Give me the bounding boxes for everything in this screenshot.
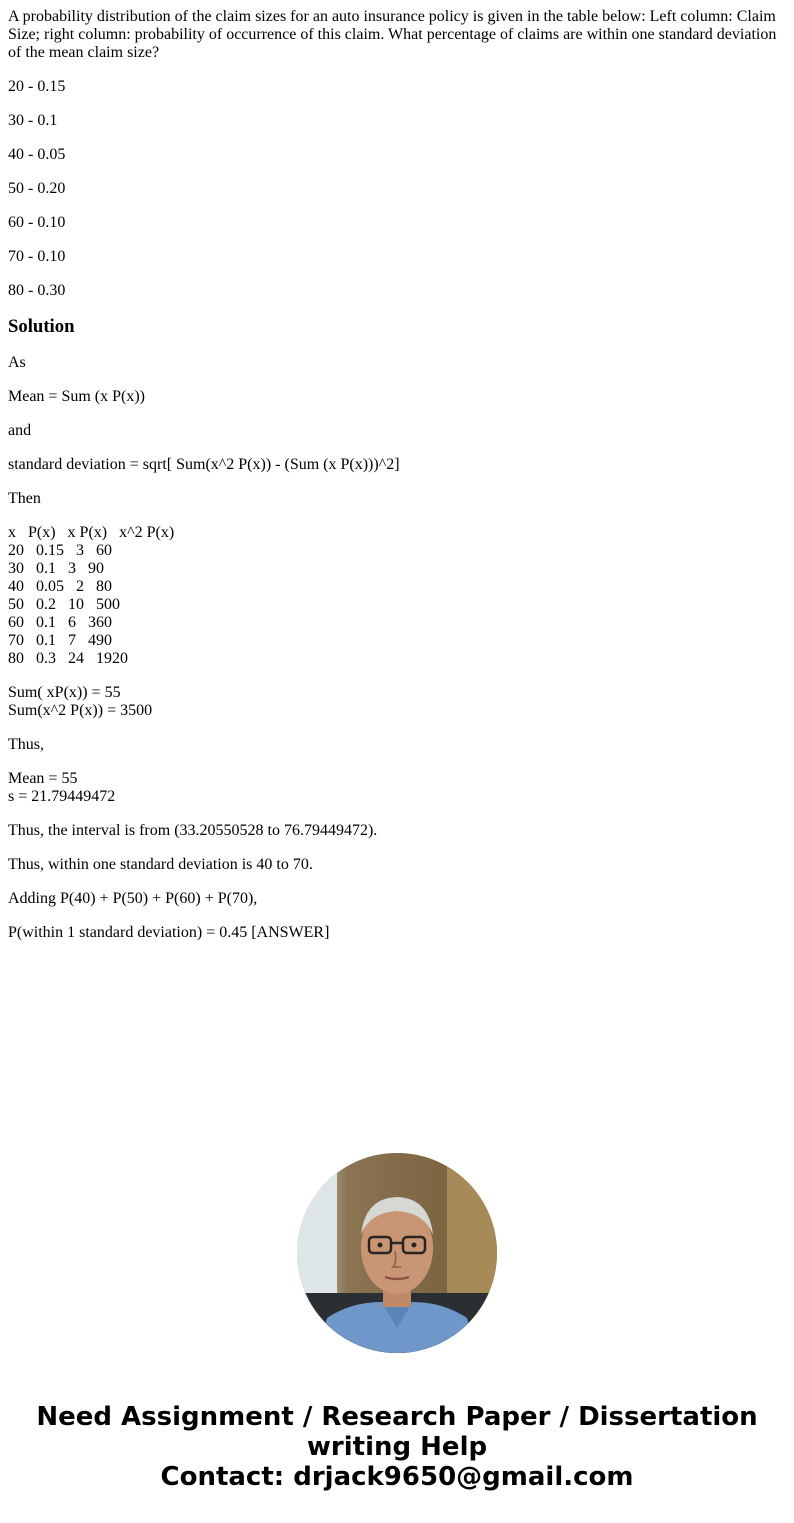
contact-email: Contact: drjack9650@gmail.com	[160, 1462, 634, 1492]
table-row: 30 0.1 3 90	[8, 560, 104, 577]
claim-row: 50 - 0.20	[8, 180, 66, 197]
within-text: Thus, within one standard deviation is 40 to 70.	[8, 856, 313, 873]
contact-banner	[0, 1402, 794, 1492]
interval-text: Thus, the interval is from (33.20550528 to 76.79449472).	[8, 822, 378, 839]
table-row: 80 0.3 24 1920	[8, 650, 128, 667]
solution-as: As	[8, 354, 26, 371]
solution-and: and	[8, 422, 32, 439]
avatar	[297, 1153, 497, 1353]
table-row: 20 0.15 3 60	[8, 542, 112, 559]
banner-line: Need Assignment / Research Paper / Dissertation	[36, 1402, 758, 1432]
solution-thus: Thus,	[8, 736, 44, 753]
solution-heading: Solution	[8, 316, 75, 337]
results-block	[8, 770, 786, 806]
adding-text: Adding P(40) + P(50) + P(60) + P(70),	[8, 890, 258, 907]
sd-value: s = 21.79449472	[8, 788, 116, 805]
claim-row: 60 - 0.10	[8, 214, 66, 231]
sums-block	[8, 684, 786, 720]
sum-x2p: Sum(x^2 P(x)) = 3500	[8, 702, 153, 719]
answer-text: P(within 1 standard deviation) = 0.45 [ANSWER]	[8, 924, 330, 941]
table-row: 50 0.2 10 500	[8, 596, 120, 613]
solution-then: Then	[8, 490, 41, 507]
table-row: 40 0.05 2 80	[8, 578, 112, 595]
question-intro: A probability distribution of the claim sizes for an auto insurance policy is given in the table below: Left column: Claim Size; right column: probability of occurrence of this claim. What percentage of claims are within one standard deviation of the mean claim size?	[8, 8, 777, 61]
claim-row: 40 - 0.05	[8, 146, 66, 163]
table-header: x P(x) x P(x) x^2 P(x)	[8, 524, 175, 541]
mean-value: Mean = 55	[8, 770, 78, 787]
sd-formula: standard deviation = sqrt[ Sum(x^2 P(x)) - (Sum (x P(x)))^2]	[8, 456, 400, 473]
sum-xp: Sum( xP(x)) = 55	[8, 684, 121, 701]
document-body	[8, 8, 786, 958]
claim-row: 80 - 0.30	[8, 282, 66, 299]
table-row: 60 0.1 6 360	[8, 614, 112, 631]
avatar-portrait	[297, 1153, 497, 1353]
claim-row: 30 - 0.1	[8, 112, 58, 129]
banner-line: writing Help	[306, 1432, 488, 1462]
claim-row: 70 - 0.10	[8, 248, 66, 265]
computation-table	[8, 524, 786, 668]
table-row: 70 0.1 7 490	[8, 632, 112, 649]
claim-row: 20 - 0.15	[8, 78, 66, 95]
mean-formula: Mean = Sum (x P(x))	[8, 388, 146, 405]
